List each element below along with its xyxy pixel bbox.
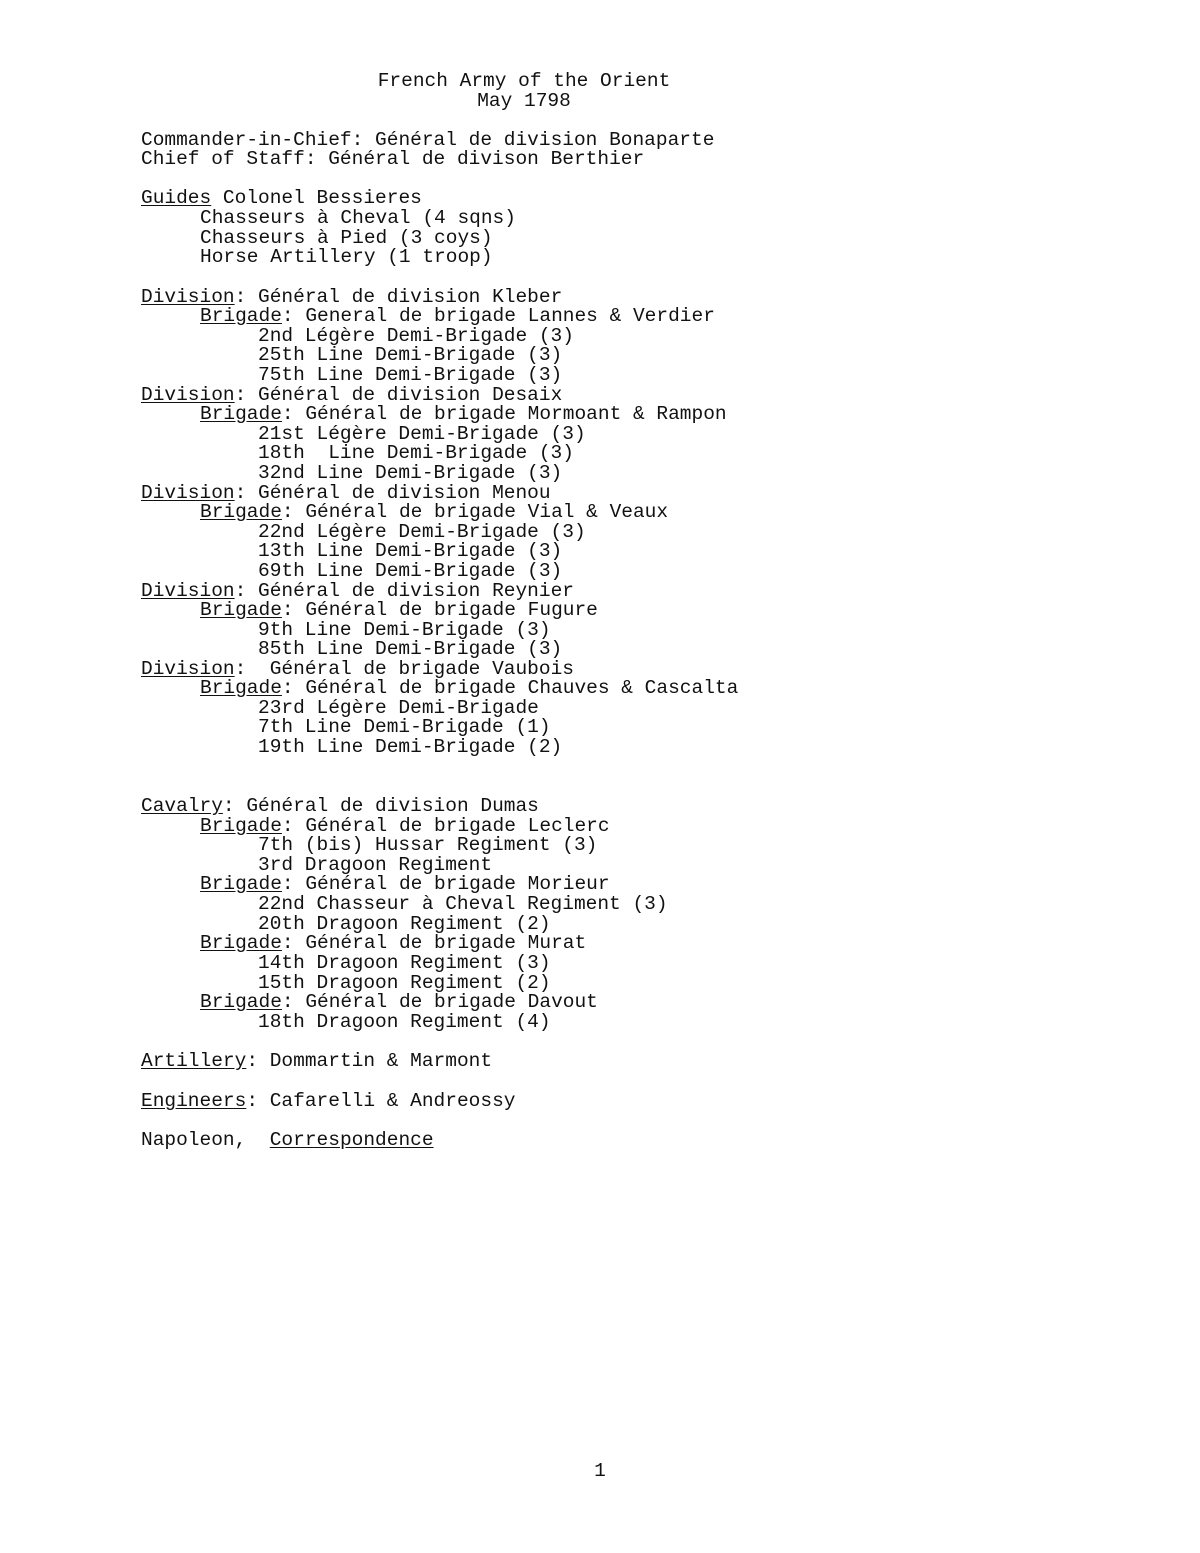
commander-in-chief: Commander-in-Chief: Général de division Bonaparte: [141, 129, 715, 151]
division-label: Division: [141, 384, 235, 406]
division-commander: : Général de brigade Vaubois: [234, 658, 574, 680]
division-label: Division: [141, 658, 235, 680]
unit-line: 15th Dragoon Regiment (2): [258, 972, 551, 994]
brigade-commander: : Général de brigade Fugure: [281, 599, 598, 621]
unit-line: 32nd Line Demi-Brigade (3): [258, 462, 563, 484]
brigade-label: Brigade: [200, 305, 282, 327]
artillery-text: : Dommartin & Marmont: [246, 1050, 493, 1072]
unit-line: 22nd Chasseur à Cheval Regiment (3): [258, 893, 668, 915]
brigade-label: Brigade: [200, 501, 282, 523]
brigade-heading: [200, 307, 715, 327]
brigade-label: Brigade: [200, 403, 282, 425]
brigade-commander: : General de brigade Lannes & Verdier: [281, 305, 715, 327]
division-label: Division: [141, 482, 235, 504]
brigade-commander: : Général de brigade Vial & Veaux: [281, 501, 669, 523]
page-number: 1: [594, 1460, 606, 1482]
engineers-label: Engineers: [141, 1090, 247, 1112]
brigade-heading: [200, 503, 668, 523]
unit-line: 18th Line Demi-Brigade (3): [258, 442, 574, 464]
unit-line: 75th Line Demi-Brigade (3): [258, 364, 563, 386]
brigade-label: Brigade: [200, 815, 282, 837]
artillery-line: [141, 1052, 492, 1072]
brigade-heading: [200, 405, 727, 425]
unit-line: 13th Line Demi-Brigade (3): [258, 540, 563, 562]
unit-line: 3rd Dragoon Regiment: [258, 854, 493, 876]
unit-line: 19th Line Demi-Brigade (2): [258, 736, 563, 758]
brigade-heading: [200, 934, 586, 954]
brigade-commander: : Général de brigade Morieur: [281, 873, 610, 895]
guides-heading: [141, 189, 422, 209]
brigade-label: Brigade: [200, 677, 282, 699]
guides-unit: Chasseurs à Pied (3 coys): [200, 227, 493, 249]
cavalry-commander: : Général de division Dumas: [222, 795, 539, 817]
unit-line: 22nd Légère Demi-Brigade (3): [258, 521, 586, 543]
brigade-heading: [200, 993, 598, 1013]
brigade-label: Brigade: [200, 991, 282, 1013]
brigade-label: Brigade: [200, 932, 282, 954]
unit-line: 9th Line Demi-Brigade (3): [258, 619, 551, 641]
division-commander: : Général de division Reynier: [234, 580, 574, 602]
source-author: Napoleon,: [141, 1129, 270, 1151]
division-commander: : Général de division Kleber: [234, 286, 563, 308]
guides-commander: Colonel Bessieres: [211, 187, 422, 209]
unit-line: 85th Line Demi-Brigade (3): [258, 638, 563, 660]
unit-line: 21st Légère Demi-Brigade (3): [258, 423, 586, 445]
guides-label: Guides: [141, 187, 212, 209]
division-label: Division: [141, 580, 235, 602]
engineers-text: : Cafarelli & Andreossy: [246, 1090, 516, 1112]
brigade-heading: [200, 601, 598, 621]
brigade-heading: [200, 875, 610, 895]
brigade-commander: : Général de brigade Mormoant & Rampon: [281, 403, 727, 425]
brigade-heading: [200, 679, 738, 699]
cavalry-heading: [141, 797, 539, 817]
division-label: Division: [141, 286, 235, 308]
brigade-commander: : Général de brigade Leclerc: [281, 815, 610, 837]
brigade-label: Brigade: [200, 599, 282, 621]
unit-line: 7th (bis) Hussar Regiment (3): [258, 834, 598, 856]
engineers-line: [141, 1092, 515, 1112]
brigade-commander: : Général de brigade Davout: [281, 991, 598, 1013]
source-title: Correspondence: [269, 1129, 434, 1151]
unit-line: 14th Dragoon Regiment (3): [258, 952, 551, 974]
division-commander: : Général de division Desaix: [234, 384, 563, 406]
unit-line: 18th Dragoon Regiment (4): [258, 1011, 551, 1033]
chief-of-staff: Chief of Staff: Général de divison Berthier: [141, 148, 645, 170]
unit-line: 2nd Légère Demi-Brigade (3): [258, 325, 574, 347]
document-date: May 1798: [477, 90, 571, 112]
unit-line: 23rd Légère Demi-Brigade: [258, 697, 539, 719]
unit-line: 69th Line Demi-Brigade (3): [258, 560, 563, 582]
guides-unit: Chasseurs à Cheval (4 sqns): [200, 207, 516, 229]
unit-line: 20th Dragoon Regiment (2): [258, 913, 551, 935]
brigade-commander: : Général de brigade Murat: [281, 932, 587, 954]
brigade-commander: : Général de brigade Chauves & Cascalta: [281, 677, 739, 699]
brigade-label: Brigade: [200, 873, 282, 895]
unit-line: 7th Line Demi-Brigade (1): [258, 716, 551, 738]
cavalry-label: Cavalry: [141, 795, 223, 817]
unit-line: 25th Line Demi-Brigade (3): [258, 344, 563, 366]
guides-unit: Horse Artillery (1 troop): [200, 246, 493, 268]
source-line: [141, 1131, 434, 1151]
document-title: French Army of the Orient: [377, 70, 671, 92]
division-commander: : Général de division Menou: [234, 482, 551, 504]
artillery-label: Artillery: [141, 1050, 247, 1072]
